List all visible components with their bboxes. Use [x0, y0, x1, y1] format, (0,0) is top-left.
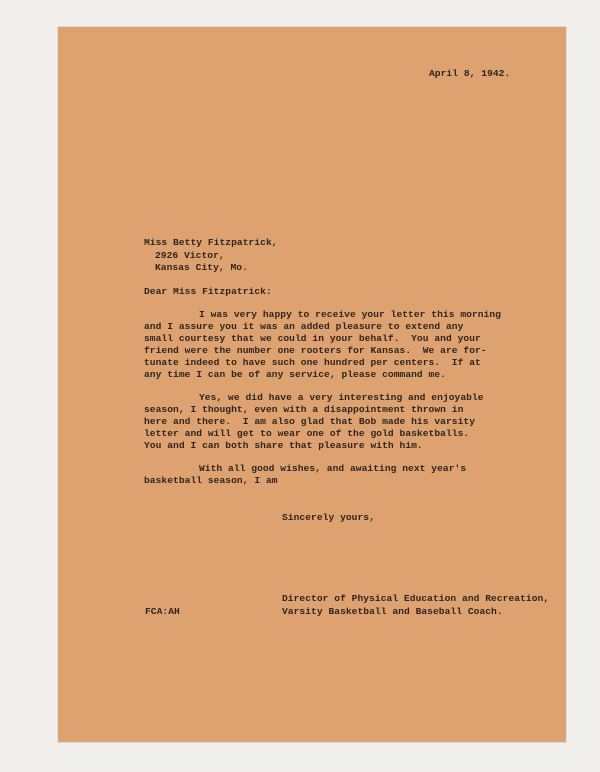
body-line: You and I can both share that pleasure with him. — [144, 440, 423, 451]
recipient-street: 2926 Victor, — [155, 250, 225, 261]
body-line: season, I thought, even with a disappointment thrown in — [144, 404, 464, 415]
body-line: any time I can be of any service, please command me. — [144, 369, 446, 380]
body-line: small courtesy that we could in your behalf. You and your — [144, 333, 481, 344]
recipient-name: Miss Betty Fitzpatrick, — [144, 237, 278, 248]
body-line: and I assure you it was an added pleasure to extend any — [144, 321, 464, 332]
body-line: I was very happy to receive your letter this morning — [199, 309, 501, 320]
body-line: here and there. I am also glad that Bob made his varsity — [144, 416, 476, 427]
signature-title: Director of Physical Education and Recreation, — [282, 593, 550, 604]
body-line: With all good wishes, and awaiting next year's — [199, 463, 467, 474]
body-line: Yes, we did have a very interesting and enjoyable — [199, 392, 484, 403]
closing: Sincerely yours, — [282, 512, 375, 523]
recipient-city: Kansas City, Mo. — [155, 262, 248, 273]
signature-title: Varsity Basketball and Baseball Coach. — [282, 606, 503, 617]
body-line: tunate indeed to have such one hundred per centers. If at — [144, 357, 481, 368]
reference-initials: FCA:AH — [145, 606, 180, 617]
letter-page — [58, 27, 566, 742]
salutation: Dear Miss Fitzpatrick: — [144, 286, 272, 297]
body-line: friend were the number one rooters for Kansas. We are for- — [144, 345, 487, 356]
letter-date: April 8, 1942. — [429, 68, 511, 79]
body-line: letter and will get to wear one of the gold basketballs. — [144, 428, 470, 439]
body-line: basketball season, I am — [144, 475, 278, 486]
